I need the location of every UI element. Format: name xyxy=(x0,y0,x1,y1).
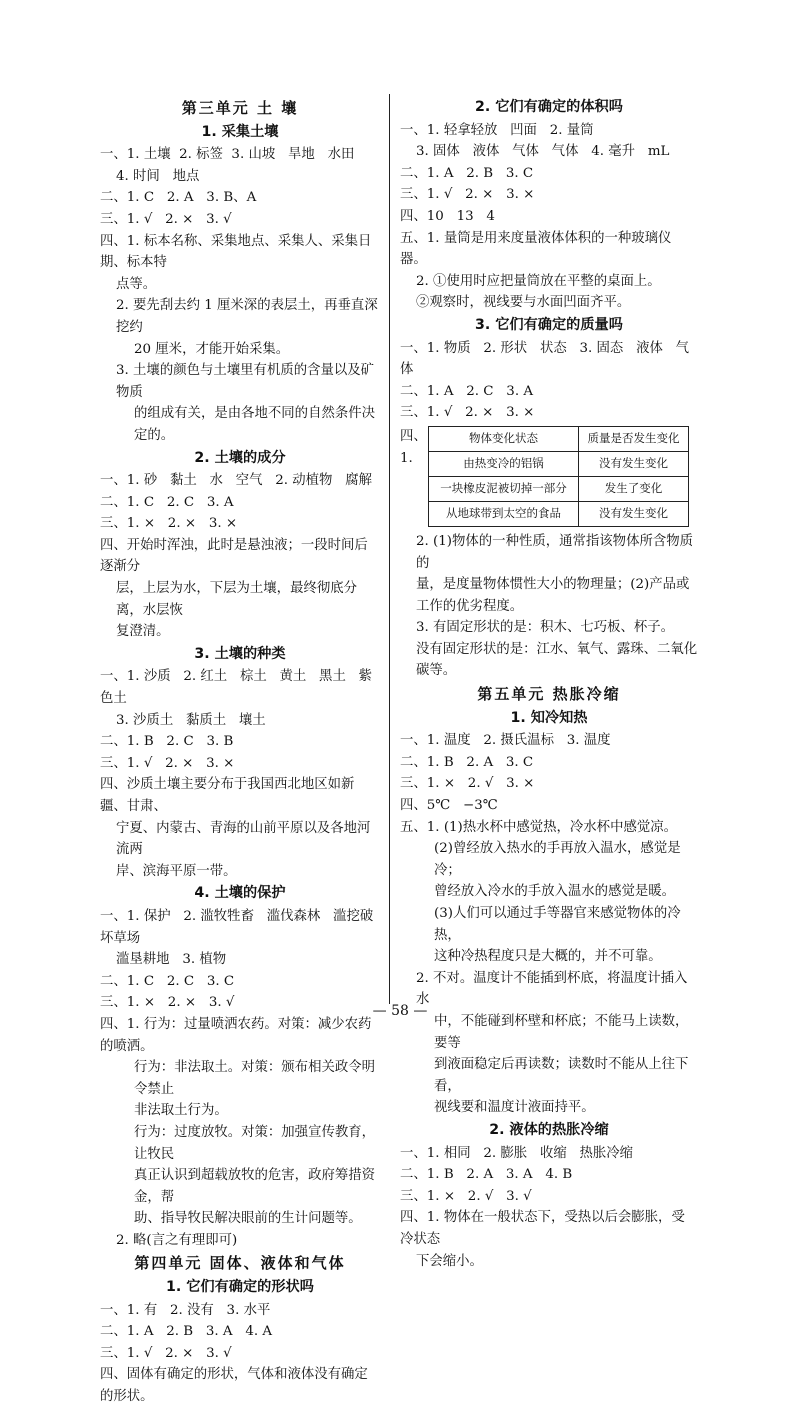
answer-line: 4. 时间 地点 xyxy=(116,168,200,184)
table-row xyxy=(429,451,689,476)
answer-line: 20 厘米，才能开始采集。 xyxy=(134,341,290,357)
answer-line: 到液面稳定后再读数；读数时不能从上往下看， xyxy=(434,1057,689,1094)
section-title: 1. 采集土壤 xyxy=(201,123,279,140)
table-cell: 由热变冷的铝锅 xyxy=(429,451,579,476)
section-title: 2. 它们有确定的体积吗 xyxy=(475,99,623,115)
answer-line: (2)曾经放入热水的手再放入温水，感觉是冷； xyxy=(434,841,681,878)
section-title: 4. 土壤的保护 xyxy=(194,885,286,902)
answer-line: 一、1. 温度 2. 摄氏温标 3. 温度 xyxy=(400,733,611,749)
column-divider xyxy=(389,94,390,1004)
answer-line: 视线要和温度计液面持平。 xyxy=(434,1100,595,1116)
answer-line: 四、开始时浑浊，此时是悬浊液；一段时间后逐渐分 xyxy=(100,537,368,575)
table-label: 四、1. xyxy=(400,428,427,466)
answer-line: 一、1. 砂 黏土 水 空气 2. 动植物 腐解 xyxy=(100,473,372,489)
answer-line: 行为：过度放牧。对策：加强宣传教育，让牧民 xyxy=(134,1124,376,1162)
answer-line: 岸、滨海平原一带。 xyxy=(116,863,237,879)
answer-line: 四、1. 行为：过量喷洒农药。对策：减少农药的喷洒。 xyxy=(100,1016,372,1054)
answer-line: 3. 沙质土 黏质土 壤土 xyxy=(116,712,266,728)
answer-line: 二、1. B 2. A 3. C xyxy=(400,754,534,770)
answer-line: 四、固体有确定的形状，气体和液体没有确定的形状。 xyxy=(100,1367,368,1405)
answer-line: 三、1. √ 2. × 3. √ xyxy=(100,1345,232,1361)
answer-line: 三、1. × 2. × 3. × xyxy=(100,516,238,532)
table-row xyxy=(429,426,689,451)
answer-line: 滥垦耕地 3. 植物 xyxy=(116,952,227,968)
answer-line: 二、1. B 2. A 3. A 4. B xyxy=(400,1167,573,1183)
answer-line: 2. 要先刮去约 1 厘米深的表层土，再垂直深挖约 xyxy=(116,298,378,335)
table-cell: 物体变化状态 xyxy=(429,426,579,451)
answer-line: 一、1. 保护 2. 滥牧牲畜 滥伐森林 滥挖破坏草场 xyxy=(100,908,374,946)
answer-line: 一、1. 物质 2. 形状 状态 3. 固态 液体 气体 xyxy=(400,340,690,378)
table-cell: 质量是否发生变化 xyxy=(579,426,689,451)
mass-table xyxy=(428,426,689,527)
section-title: 2. 土壤的成分 xyxy=(194,449,286,466)
answer-line: 四、5℃ −3℃ xyxy=(400,798,498,814)
answer-line: 一、1. 土壤 2. 标签 3. 山坡 旱地 水田 xyxy=(100,147,355,163)
page-number: — 58 — xyxy=(372,1003,428,1019)
unit3-title: 第三单元 土 壤 xyxy=(181,99,299,117)
answer-line: 三、1. √ 2. × 3. √ xyxy=(100,211,232,227)
answer-line: 五、1. 量筒是用来度量液体体积的一种玻璃仪器。 xyxy=(400,230,672,268)
section-title: 1. 知冷知热 xyxy=(510,709,588,726)
section-title: 2. 液体的热胀冷缩 xyxy=(489,1121,609,1138)
answer-line: 3. 有固定形状的是：积木、七巧板、杯子。 xyxy=(416,620,675,636)
section-title: 1. 它们有确定的形状吗 xyxy=(166,1279,314,1296)
answer-line: 三、1. × 2. √ 3. × xyxy=(400,776,535,792)
answer-line: 一、1. 轻拿轻放 凹面 2. 量筒 xyxy=(400,122,594,138)
table-cell: 没有发生变化 xyxy=(579,501,689,526)
answer-line: 3. 固体 液体 气体 气体 4. 毫升 mL xyxy=(416,144,670,160)
answer-line: 四、1. 物体在一般状态下，受热以后会膨胀，受冷状态 xyxy=(400,1210,685,1247)
answer-line: 的组成有关，是由各地不同的自然条件决定的。 xyxy=(134,406,376,443)
answer-line: 2. ①使用时应把量筒放在平整的桌面上。 xyxy=(416,273,661,289)
unit5-title: 第五单元 热胀冷缩 xyxy=(477,685,621,704)
answer-line: 量，是度量物体惯性大小的物理量；(2)产品或 xyxy=(416,577,690,593)
answer-line: 二、1. A 2. C 3. A xyxy=(400,383,534,399)
answer-line: 工作的优劣程度。 xyxy=(416,598,524,614)
left-column xyxy=(100,96,380,1408)
answer-line: 一、1. 沙质 2. 红土 棕土 黄土 黑土 紫色土 xyxy=(100,669,372,707)
answer-line: 2. 不对。温度计不能插到杯底，将温度计插入水 xyxy=(416,970,688,1008)
table-cell: 发生了变化 xyxy=(579,476,689,501)
answer-line: 点等。 xyxy=(116,276,157,292)
unit4-title: 第四单元 固体、液体和气体 xyxy=(134,1254,346,1273)
answer-line: 层，上层为水，下层为土壤，最终彻底分离，水层恢 xyxy=(116,581,358,618)
answer-line: 真正认识到超载放牧的危害，政府筹措资金，帮 xyxy=(134,1168,376,1205)
answer-line: 3. 土壤的颜色与土壤里有机质的含量以及矿物质 xyxy=(116,363,375,400)
right-column xyxy=(400,96,698,1272)
answer-line: 五、1. (1)热水杯中感觉热，冷水杯中感觉凉。 xyxy=(400,819,678,835)
table-cell: 没有发生变化 xyxy=(579,451,689,476)
answer-line: 中，不能碰到杯壁和杯底；不能马上读数，要等 xyxy=(434,1013,689,1051)
table-cell: 从地球带到太空的食品 xyxy=(429,501,579,526)
section-title: 3. 土壤的种类 xyxy=(194,645,286,662)
answer-line: ②观察时，视线要与水面凹面齐平。 xyxy=(416,295,631,311)
answer-line: 行为：非法取土。对策：颁布相关政令明令禁止 xyxy=(134,1060,376,1097)
table-row xyxy=(429,476,689,501)
table-cell: 一块橡皮泥被切掉一部分 xyxy=(429,476,579,501)
answer-line: 三、1. × 2. × 3. √ xyxy=(100,995,235,1011)
mass-table-block xyxy=(400,426,698,527)
answer-line: 二、1. A 2. B 3. C xyxy=(400,165,534,181)
answer-line: 碳等。 xyxy=(416,663,457,679)
answer-line: 一、1. 相同 2. 膨胀 收缩 热胀冷缩 xyxy=(400,1145,634,1161)
answer-line: 四、1. 标本名称、采集地点、采集人、采集日期、标本特 xyxy=(100,233,372,271)
answer-line: 二、1. B 2. C 3. B xyxy=(100,734,234,750)
answer-line: 三、1. × 2. √ 3. √ xyxy=(400,1188,532,1204)
answer-line: 曾经放入冷水的手放入温水的感觉是暖。 xyxy=(434,884,676,900)
answer-line: 复澄清。 xyxy=(116,624,170,640)
answer-line: 没有固定形状的是：江水、氧气、露珠、二氧化 xyxy=(416,641,698,657)
answer-line: 一、1. 有 2. 没有 3. 水平 xyxy=(100,1302,271,1318)
answer-line: (3)人们可以通过手等器官来感觉物体的冷热， xyxy=(434,906,681,943)
answer-line: 这种冷热程度只是大概的，并不可靠。 xyxy=(434,949,662,965)
answer-line: 三、1. √ 2. × 3. × xyxy=(400,187,535,203)
answer-line: 三、1. √ 2. × 3. × xyxy=(400,405,535,421)
answer-line: 三、1. √ 2. × 3. × xyxy=(100,755,235,771)
answer-line: 二、1. C 2. C 3. C xyxy=(100,973,235,989)
answer-line: 2. 略(言之有理即可) xyxy=(116,1232,238,1248)
answer-line: 四、沙质土壤主要分布于我国西北地区如新疆、甘肃、 xyxy=(100,777,355,814)
answer-line: 二、1. A 2. B 3. A 4. A xyxy=(100,1324,273,1340)
answer-line: 非法取土行为。 xyxy=(134,1103,228,1119)
answer-line: 二、1. C 2. C 3. A xyxy=(100,494,234,510)
answer-line: 下会缩小。 xyxy=(416,1253,483,1269)
answer-line: 宁夏、内蒙古、青海的山前平原以及各地河流两 xyxy=(116,820,371,858)
answer-line: 助、指导牧民解决眼前的生计问题等。 xyxy=(134,1211,362,1227)
answer-line: 2. (1)物体的一种性质，通常指该物体所含物质的 xyxy=(416,533,694,571)
answer-line: 四、10 13 4 xyxy=(400,208,495,224)
answer-line: 二、1. C 2. A 3. B、A xyxy=(100,190,257,206)
table-row xyxy=(429,501,689,526)
section-title: 3. 它们有确定的质量吗 xyxy=(475,316,623,333)
